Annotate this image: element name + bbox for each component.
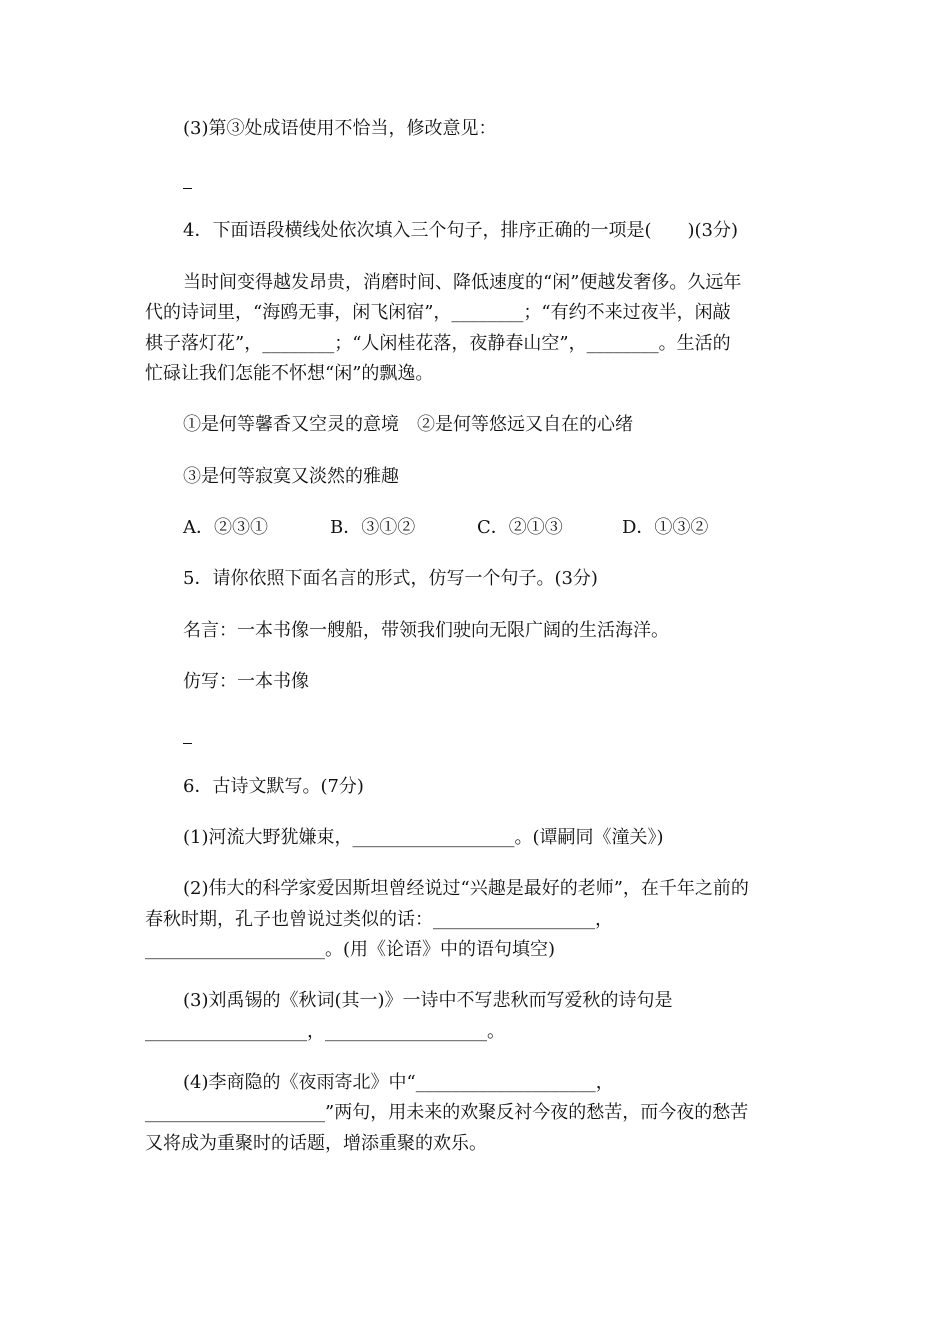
q5-stem: 5．请你依照下面名言的形式，仿写一个句子。(3分) [183, 568, 598, 589]
q4-option-d: D．①③② [622, 517, 709, 538]
q4-option-a: A．②③① [183, 517, 268, 538]
q6-sub3-line: (3)刘禹锡的《秋词(其一)》一诗中不写悲秋而写爱秋的诗句是 [183, 990, 673, 1011]
q4-passage-line: 代的诗词里，“海鸥无事，闲飞闲宿”，________；“有约不来过夜半，闲敲 [145, 302, 731, 323]
q6-sub4-line: (4)李商隐的《夜雨寄北》中“____________________， [183, 1072, 614, 1093]
q4-passage-line: 忙碌让我们怎能不怀想“闲”的飘逸。 [145, 363, 434, 384]
q4-passage-line: 当时间变得越发昂贵，消磨时间、降低速度的“闲”便越发奢侈。久远年 [183, 272, 742, 293]
q6-sub4-line: ____________________”两句，用未来的欢聚反衬今夜的愁苦，而今夜的愁苦 [145, 1102, 749, 1123]
q4-stem: 4．下面语段横线处依次填入三个句子，排序正确的一项是( )(3分) [183, 220, 738, 241]
q4-passage-line: 棋子落灯花”，________；“人闲桂花落，夜静春山空”，________。生活的 [145, 333, 731, 354]
q6-stem: 6．古诗文默写。(7分) [183, 776, 364, 797]
q4-items-line2: ③是何等寂寞又淡然的雅趣 [183, 466, 399, 487]
q6-sub3-line: __________________，__________________。 [145, 1021, 505, 1042]
q6-sub2-line: 春秋时期，孔子也曾说过类似的话：__________________， [145, 909, 613, 930]
q6-sub4-line: 又将成为重聚时的话题，增添重聚的欢乐。 [145, 1133, 487, 1154]
q6-sub2-line: (2)伟大的科学家爱因斯坦曾经说过“兴趣是最好的老师”，在千年之前的 [183, 878, 749, 899]
answer-blank-dash [183, 743, 192, 744]
q5-quote: 名言：一本书像一艘船，带领我们驶向无限广阔的生活海洋。 [183, 620, 669, 641]
q5-imitate: 仿写：一本书像 [183, 671, 309, 692]
q4-items-line1: ①是何等馨香又空灵的意境 ②是何等悠远又自在的心绪 [183, 414, 633, 435]
answer-blank-dash [183, 188, 192, 189]
q3-sub3: (3)第③处成语使用不恰当，修改意见： [183, 118, 497, 139]
q6-sub1: (1)河流大野犹嫌束，__________________。(谭嗣同《潼关》) [183, 827, 664, 848]
q4-option-c: C．②①③ [477, 517, 563, 538]
q4-option-b: B．③①② [330, 517, 416, 538]
q6-sub2-line: ____________________。(用《论语》中的语句填空) [145, 939, 556, 960]
